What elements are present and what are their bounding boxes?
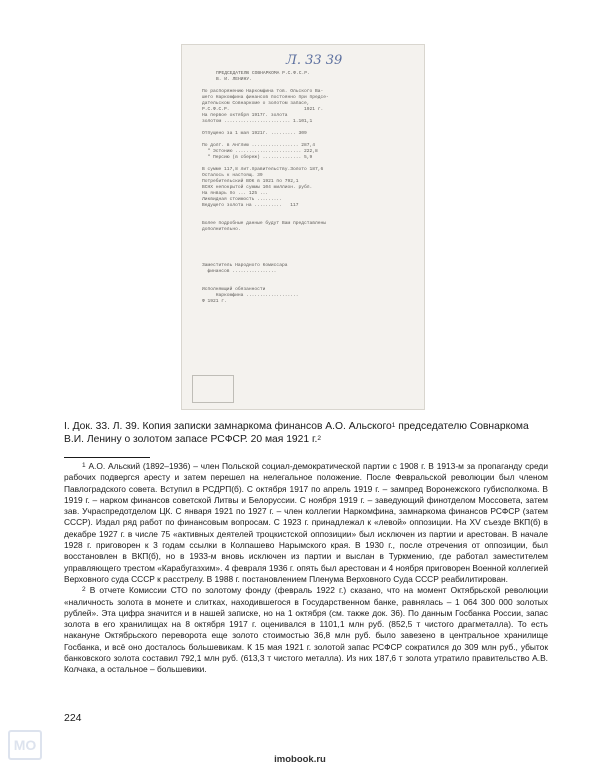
archival-document-scan — [181, 44, 425, 410]
typewritten-line: В сумме 117,8 лит.правительству.Золото 187,6 — [202, 167, 324, 172]
typewritten-line: Потребительский ВОК в 1921 по 792,1 — [202, 179, 299, 184]
caption-footnote-ref-1[interactable]: 1 — [391, 422, 396, 429]
typewritten-line: Ф 1921 г. — [202, 299, 227, 304]
typewritten-line: Исполняющий обязанности — [202, 287, 266, 292]
typewritten-line: Р.С.Ф.С.Р. 1921 г. — [202, 107, 324, 112]
typewritten-line: ПРЕДСЕДАТЕЛЮ СОВНАРКОМА Р.С.Ф.С.Р. — [216, 71, 310, 76]
typewritten-text — [182, 71, 424, 305]
typewritten-line: На январь по ... 125 ... — [202, 191, 269, 196]
footnote-marker: 1 — [82, 462, 86, 469]
typewritten-line: " Персию (в сбереж) .............. 5,9 — [202, 155, 313, 160]
site-url[interactable]: imobook.ru — [274, 754, 326, 765]
typewritten-line: Ликвидная стоимость ......... — [202, 197, 282, 202]
typewritten-line: дополнительно. — [202, 227, 241, 232]
caption-footnote-ref-2[interactable]: 2 — [317, 435, 321, 442]
footnote-2 — [64, 585, 548, 675]
typewritten-line: " Эстонию ........................ 222,8 — [202, 149, 318, 154]
typewritten-line: Более подробные данные будут Вам представлены — [202, 221, 327, 226]
typewritten-line: Заместитель Народного Комиссара — [202, 263, 288, 268]
figure-caption — [64, 420, 548, 446]
footnote-marker: 2 — [82, 586, 86, 594]
caption-text-a: I. Док. 33. Л. 39. Копия записки замнаркома финансов А.О. Альского — [64, 421, 392, 432]
typewritten-line: шего Наркомфина финансов постоянно при предсе- — [202, 95, 329, 100]
typewritten-line: Отпущено за 1 мая 1921г. ......... 309 — [202, 131, 307, 136]
typewritten-line: финансов ................ — [202, 269, 277, 274]
page-number: 224 — [64, 712, 82, 724]
typewritten-line: По распоряжению Наркомфина тов. Ольского Ва- — [202, 89, 324, 94]
footnote-text: В отчете Комиссии СТО по золотому фонду (февраль 1922 г.) сказано, что на момент Октябрьской революции «наличность золота в монете и слитках, находившегося в Государственном банке, равнялась – 1 064 300 000 золотых рублей». Эта цифра значится и в нашей записке, но на 1 октября (см. также док. 36). По данным Госбанка России, запас золота в его хранилищах на 8 октября 1917 г. оценивался в 1101,1 млн руб. (852,5 т чистого драгметалла). То есть накануне Октябрьского переворота еще золото стоимостью 36,8 млн руб. было завезено в центральное хранилище Госбанка, и всё оно досталось большевикам. К 15 мая 1921 г. золотой запас РСФСР сократился до 309 млн руб., убыток банковского золота составил 792,1 млн руб. (613,3 т чистого металла). Из них 187,6 т золота утратило правительство А.В. Колчака, а остальное – большевики. — [64, 585, 548, 675]
typewritten-line: Осталось к настоящ. 39 — [202, 173, 263, 178]
footnotes — [64, 461, 548, 676]
typewritten-line: На первое октября 1917г. золота — [202, 113, 288, 118]
typewritten-line: золотом ........................ 1.101,1 — [202, 119, 313, 124]
typewritten-line: Ведущего золота на .......... 117 — [202, 203, 299, 208]
publisher-logo-watermark: MO — [8, 730, 42, 760]
typewritten-line: дательском Совнаркоме о золотом запасе, — [202, 101, 310, 106]
typewritten-line: Наркомфина ................... — [202, 293, 299, 298]
footnote-text: А.О. Альский (1892–1936) – член Польской социал-демократической партии с 1908 г. В 1913-м за пропаганду среди рабочих подвергся аресту и затем перешел на нелегальное положение. После Февральской революции был членом Павлоградского совета. Вступил в РСДРП(б). С октября 1917 по апрель 1919 г. – зампред Воронежского губисполкома. В 1919 г. – нарком финансов советской Литвы и Белоруссии. С ноября 1919 г. – заведующий финотделом Моссовета, затем зав. Учраспредотделом ЦК. С января 1921 по 1927 г. – член коллегии Наркомфина, замнаркома финансов РСФСР (затем СССР). Издал ряд работ по финансовым вопросам. С 1923 г. принадлежал к «левой» оппозиции. На XV съезде ВКП(б) в декабре 1927 г. в числе 75 «активных деятелей троцкистской оппозиции» был исключен из партии и арестован. В начале 1928 г. приговорен к 3 годам ссылки в Колпашево Нарымского края. В 1930 г., после отречения от оппозиции, был восстановлен в ВКП(б), но в 1933-м вновь исключен из партии и выслан в Туркмению, где работал заместителем управляющего трестом «Карабугазхим». 4 февраля 1936 г. опять был арестован и 4 ноября приговорен Военной коллегией Верховного суда СССР к расстрелу. В 1988 г. постановлением Пленума Верховного Суда СССР реабилитирован. — [64, 461, 548, 584]
footnote-1 — [64, 461, 548, 585]
typewritten-line: ВСНХ непокрытой суммы 104 миллион. рубл. — [202, 185, 313, 190]
footnote-separator — [64, 457, 150, 458]
caption-text-b: председателю Совнаркома В.И. Ленину о золотом запасе РСФСР. 20 мая 1921 г. — [64, 421, 529, 445]
typewritten-line: В. И. ЛЕНИНУ. — [216, 77, 252, 82]
handwritten-folio-mark: Л. 33 39 — [286, 53, 343, 68]
archive-stamp — [192, 375, 234, 403]
typewritten-line: По долг. в Англию ................. 287,4 — [202, 143, 316, 148]
